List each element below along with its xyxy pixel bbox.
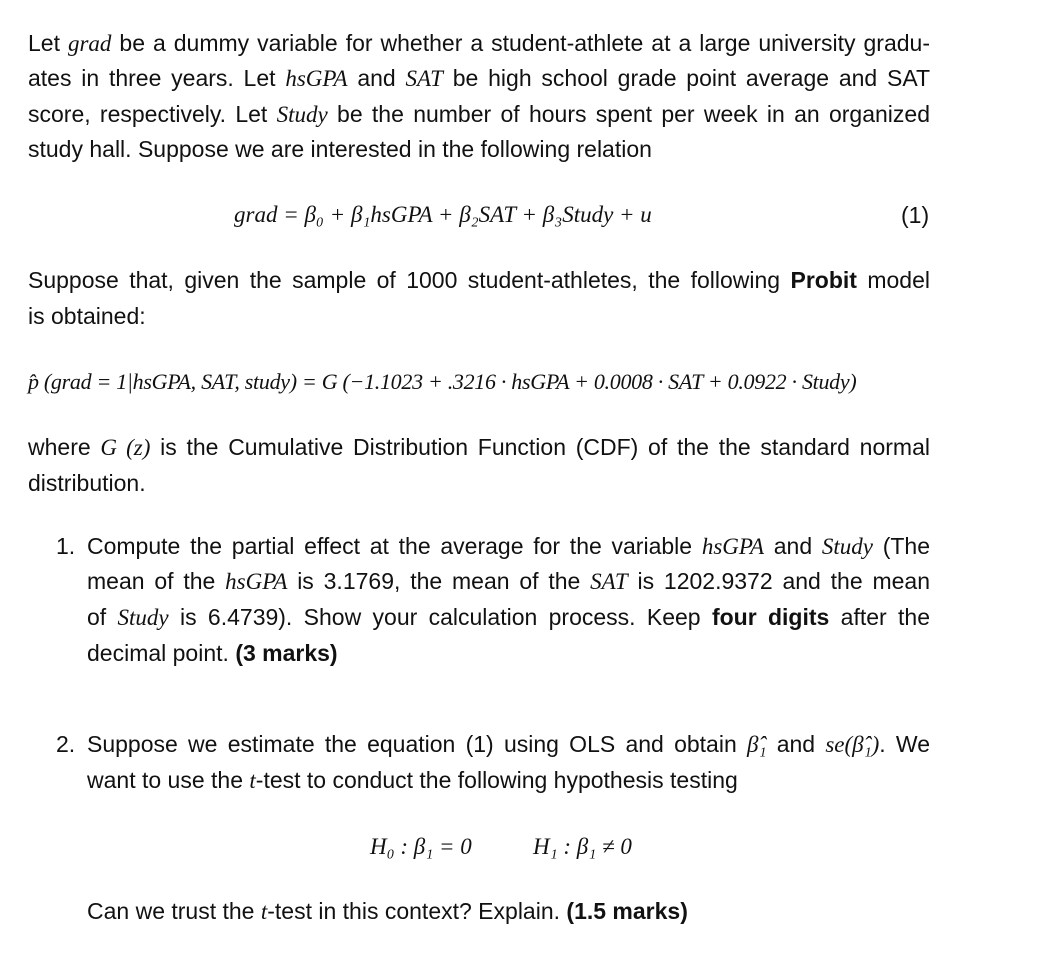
where-line-2: distribution. bbox=[28, 470, 146, 496]
intro-line-4: study hall. Suppose we are interested in the following relation bbox=[28, 136, 652, 162]
equation-1 bbox=[234, 203, 652, 226]
equation-probit: p̂ (grad = 1|hsGPA, SAT, study) = G (−1.1023 + .3216 · hsGPA + 0.0008 · SAT + 0.0922 · Study) bbox=[28, 369, 857, 394]
q2-line-3: Can we trust the t-test in this context? Explain. (1.5 marks) bbox=[87, 898, 688, 924]
probit-intro-line-1: Suppose that, given the sample of 1000 student-athletes, the following Probit model bbox=[28, 267, 930, 293]
q2-line-2: want to use the t-test to conduct the following hypothesis testing bbox=[87, 767, 738, 793]
q1-line-1: Compute the partial effect at the average for the variable hsGPA and Study (The bbox=[87, 533, 931, 559]
probit-intro-line-2: is obtained: bbox=[28, 303, 146, 329]
intro-line-3: score, respectively. Let Study be the number of hours spent per week in an organized bbox=[28, 101, 930, 127]
q1-line-3: of Study is 6.4739). Show your calculation process. Keep four digits after the bbox=[87, 604, 930, 630]
equation-1-number: (1) bbox=[901, 202, 930, 228]
equation-1-text: grad = β₀ + β₁hsGPA + β₂SAT + β₃Study + u bbox=[234, 202, 652, 227]
q2-line-1: Suppose we estimate the equation (1) using OLS and obtain β̂₁ and se(β̂₁). We bbox=[87, 731, 930, 757]
intro-line-2: ates in three years. Let hsGPA and SAT be high school grade point average and SAT bbox=[28, 65, 931, 91]
null-hypothesis: H₀ : β₁ = 0 bbox=[370, 834, 472, 859]
q2-number: 2. bbox=[56, 731, 76, 757]
where-line-1: where G (z) is the Cumulative Distribution Function (CDF) of the the standard normal bbox=[28, 434, 930, 460]
alternative-hypothesis: H₁ : β₁ ≠ 0 bbox=[533, 834, 632, 859]
intro-line-1: Let grad be a dummy variable for whether a student-athlete at a large university gradu- bbox=[28, 30, 930, 56]
q1-number: 1. bbox=[56, 533, 76, 559]
q1-line-2: mean of the hsGPA is 3.1769, the mean of the SAT is 1202.9372 and the mean bbox=[87, 568, 930, 594]
q1-line-4: decimal point. (3 marks) bbox=[87, 640, 338, 666]
